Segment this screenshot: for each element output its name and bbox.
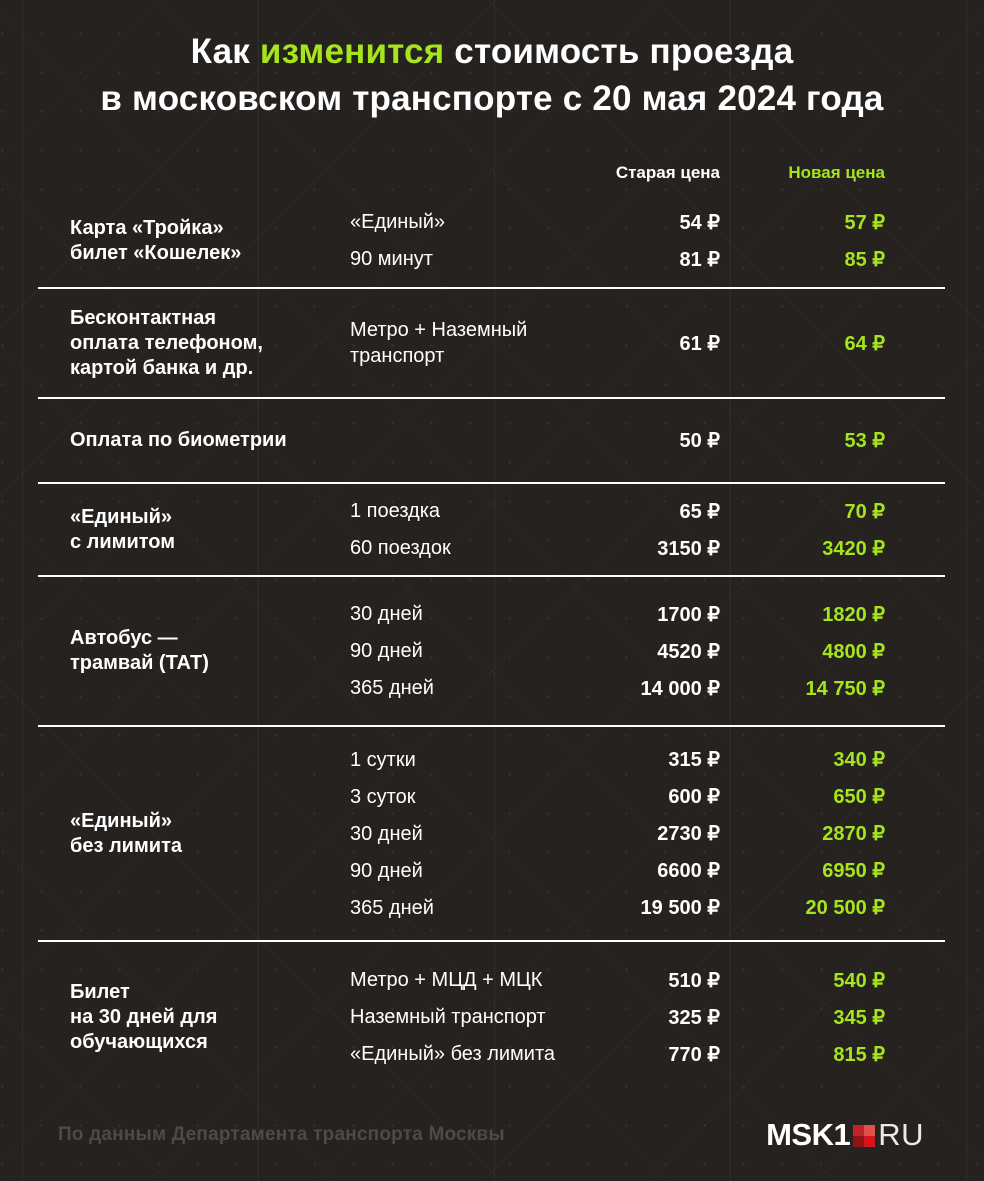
category-label — [38, 809, 350, 859]
ticket-type: 30 дней — [350, 822, 423, 845]
ticket-type: 90 дней — [350, 640, 423, 662]
old-price: 315 ₽ — [668, 749, 720, 771]
category-line: с лимитом — [70, 530, 176, 553]
new-price: 650 ₽ — [833, 786, 885, 808]
category-label — [38, 505, 350, 555]
fare-section — [38, 399, 945, 484]
title-text-line2: в московском транспорте с 20 мая 2024 года — [100, 79, 884, 118]
category-line: Карта «Тройка» — [70, 216, 224, 239]
old-price: 2730 ₽ — [657, 823, 720, 845]
old-price: 19 500 ₽ — [640, 897, 720, 919]
new-price: 2870 ₽ — [822, 823, 885, 845]
category-line: Билет — [70, 980, 130, 1003]
fare-row — [350, 633, 945, 670]
new-price: 1820 ₽ — [822, 603, 885, 626]
new-price: 85 ₽ — [844, 248, 885, 271]
ticket-type: 60 поездок — [350, 537, 451, 559]
ticket-type: 1 сутки — [350, 748, 416, 771]
fare-row — [350, 778, 945, 815]
fare-section — [38, 289, 945, 399]
logo-text-ru: RU — [878, 1117, 924, 1152]
fare-row — [350, 241, 945, 278]
category-line: оплата телефоном, — [70, 331, 263, 354]
title-text: стоимость проезда — [444, 32, 794, 71]
ticket-type: 365 дней — [350, 677, 434, 699]
category-line: на 30 дней для — [70, 1005, 218, 1028]
fare-row — [350, 317, 945, 369]
fare-row — [350, 422, 945, 459]
ticket-type: Метро + МЦД + МЦК — [350, 969, 543, 991]
fare-rows — [350, 577, 945, 725]
fare-rows — [350, 194, 945, 287]
category-line: билет «Кошелек» — [70, 241, 242, 264]
fare-row — [350, 596, 945, 633]
old-price: 6600 ₽ — [657, 860, 720, 882]
old-price: 14 000 ₽ — [640, 677, 720, 700]
new-price: 3420 ₽ — [822, 537, 885, 560]
category-line: Автобус — — [70, 627, 178, 649]
category-line: «Единый» — [70, 809, 173, 832]
fare-row — [350, 204, 945, 241]
fare-row — [350, 741, 945, 778]
fare-table — [38, 122, 945, 1092]
fare-section — [38, 727, 945, 942]
new-price: 345 ₽ — [833, 1006, 885, 1029]
category-line: картой банка и др. — [70, 356, 254, 379]
ticket-type: Метро + Наземный транспорт — [350, 319, 528, 367]
fare-section — [38, 942, 945, 1092]
ticket-type: 365 дней — [350, 896, 434, 919]
fare-row — [350, 1036, 945, 1073]
new-price: 20 500 ₽ — [805, 897, 885, 919]
fare-rows — [350, 942, 945, 1092]
old-price: 54 ₽ — [679, 211, 720, 234]
new-price: 53 ₽ — [844, 430, 885, 452]
category-line: Оплата по биометрии — [70, 429, 287, 451]
category-label — [38, 428, 350, 453]
fare-rows — [350, 484, 945, 575]
category-line: трамвай (ТАТ) — [70, 652, 209, 674]
new-price: 14 750 ₽ — [805, 677, 885, 700]
column-header-old-price: Старая цена — [615, 163, 720, 182]
ticket-type: 90 дней — [350, 859, 423, 882]
category-label — [38, 980, 350, 1055]
fare-rows — [350, 727, 945, 940]
ticket-type: «Единый» без лимита — [350, 1043, 556, 1065]
footer — [58, 1103, 924, 1181]
fare-rows — [350, 399, 945, 482]
category-label — [38, 306, 350, 381]
fare-row — [350, 962, 945, 999]
ticket-type: 90 минут — [350, 248, 433, 270]
msk1-logo — [766, 1117, 924, 1153]
fare-row — [350, 493, 945, 530]
footer-source: По данным Департамента транспорта Москвы — [58, 1124, 505, 1145]
ticket-type: 3 суток — [350, 785, 416, 808]
new-price: 815 ₽ — [833, 1043, 885, 1066]
category-label — [38, 626, 350, 676]
ticket-type: «Единый» — [350, 211, 446, 233]
fare-section — [38, 484, 945, 577]
old-price: 600 ₽ — [668, 786, 720, 808]
ticket-type: Наземный транспорт — [350, 1006, 546, 1028]
fare-row — [350, 999, 945, 1036]
logo-text-msk1: MSK1 — [766, 1117, 851, 1152]
old-price: 65 ₽ — [679, 500, 720, 523]
old-price: 510 ₽ — [668, 969, 720, 992]
logo-red-square-icon — [853, 1125, 875, 1147]
fare-section — [38, 577, 945, 727]
old-price: 770 ₽ — [668, 1043, 720, 1066]
old-price: 50 ₽ — [679, 430, 720, 452]
category-label — [38, 216, 350, 266]
title-text: Как — [190, 32, 260, 71]
fare-rows — [350, 289, 945, 397]
page-title — [0, 0, 984, 122]
new-price: 540 ₽ — [833, 969, 885, 992]
ticket-type: 1 поездка — [350, 500, 441, 522]
fare-row — [350, 815, 945, 852]
category-line: без лимита — [70, 834, 182, 857]
old-price: 4520 ₽ — [657, 640, 720, 663]
category-line: Бесконтактная — [70, 306, 216, 329]
new-price: 70 ₽ — [844, 500, 885, 523]
fare-row — [350, 670, 945, 707]
column-header-new-price: Новая цена — [788, 163, 885, 182]
new-price: 340 ₽ — [833, 749, 885, 771]
old-price: 81 ₽ — [679, 248, 720, 271]
fare-row — [350, 889, 945, 926]
old-price: 1700 ₽ — [657, 603, 720, 626]
old-price: 325 ₽ — [668, 1006, 720, 1029]
old-price: 3150 ₽ — [657, 537, 720, 560]
new-price: 64 ₽ — [844, 332, 885, 355]
new-price: 6950 ₽ — [822, 860, 885, 882]
ticket-type: 30 дней — [350, 603, 423, 625]
category-line: обучающихся — [70, 1030, 208, 1053]
old-price: 61 ₽ — [679, 332, 720, 355]
fare-row — [350, 852, 945, 889]
fare-sections — [38, 194, 945, 1092]
new-price: 4800 ₽ — [822, 640, 885, 663]
new-price: 57 ₽ — [844, 211, 885, 234]
title-highlight: изменится — [259, 32, 445, 71]
table-header — [38, 160, 945, 186]
fare-section — [38, 194, 945, 289]
fare-row — [350, 530, 945, 567]
category-line: «Единый» — [70, 505, 173, 528]
